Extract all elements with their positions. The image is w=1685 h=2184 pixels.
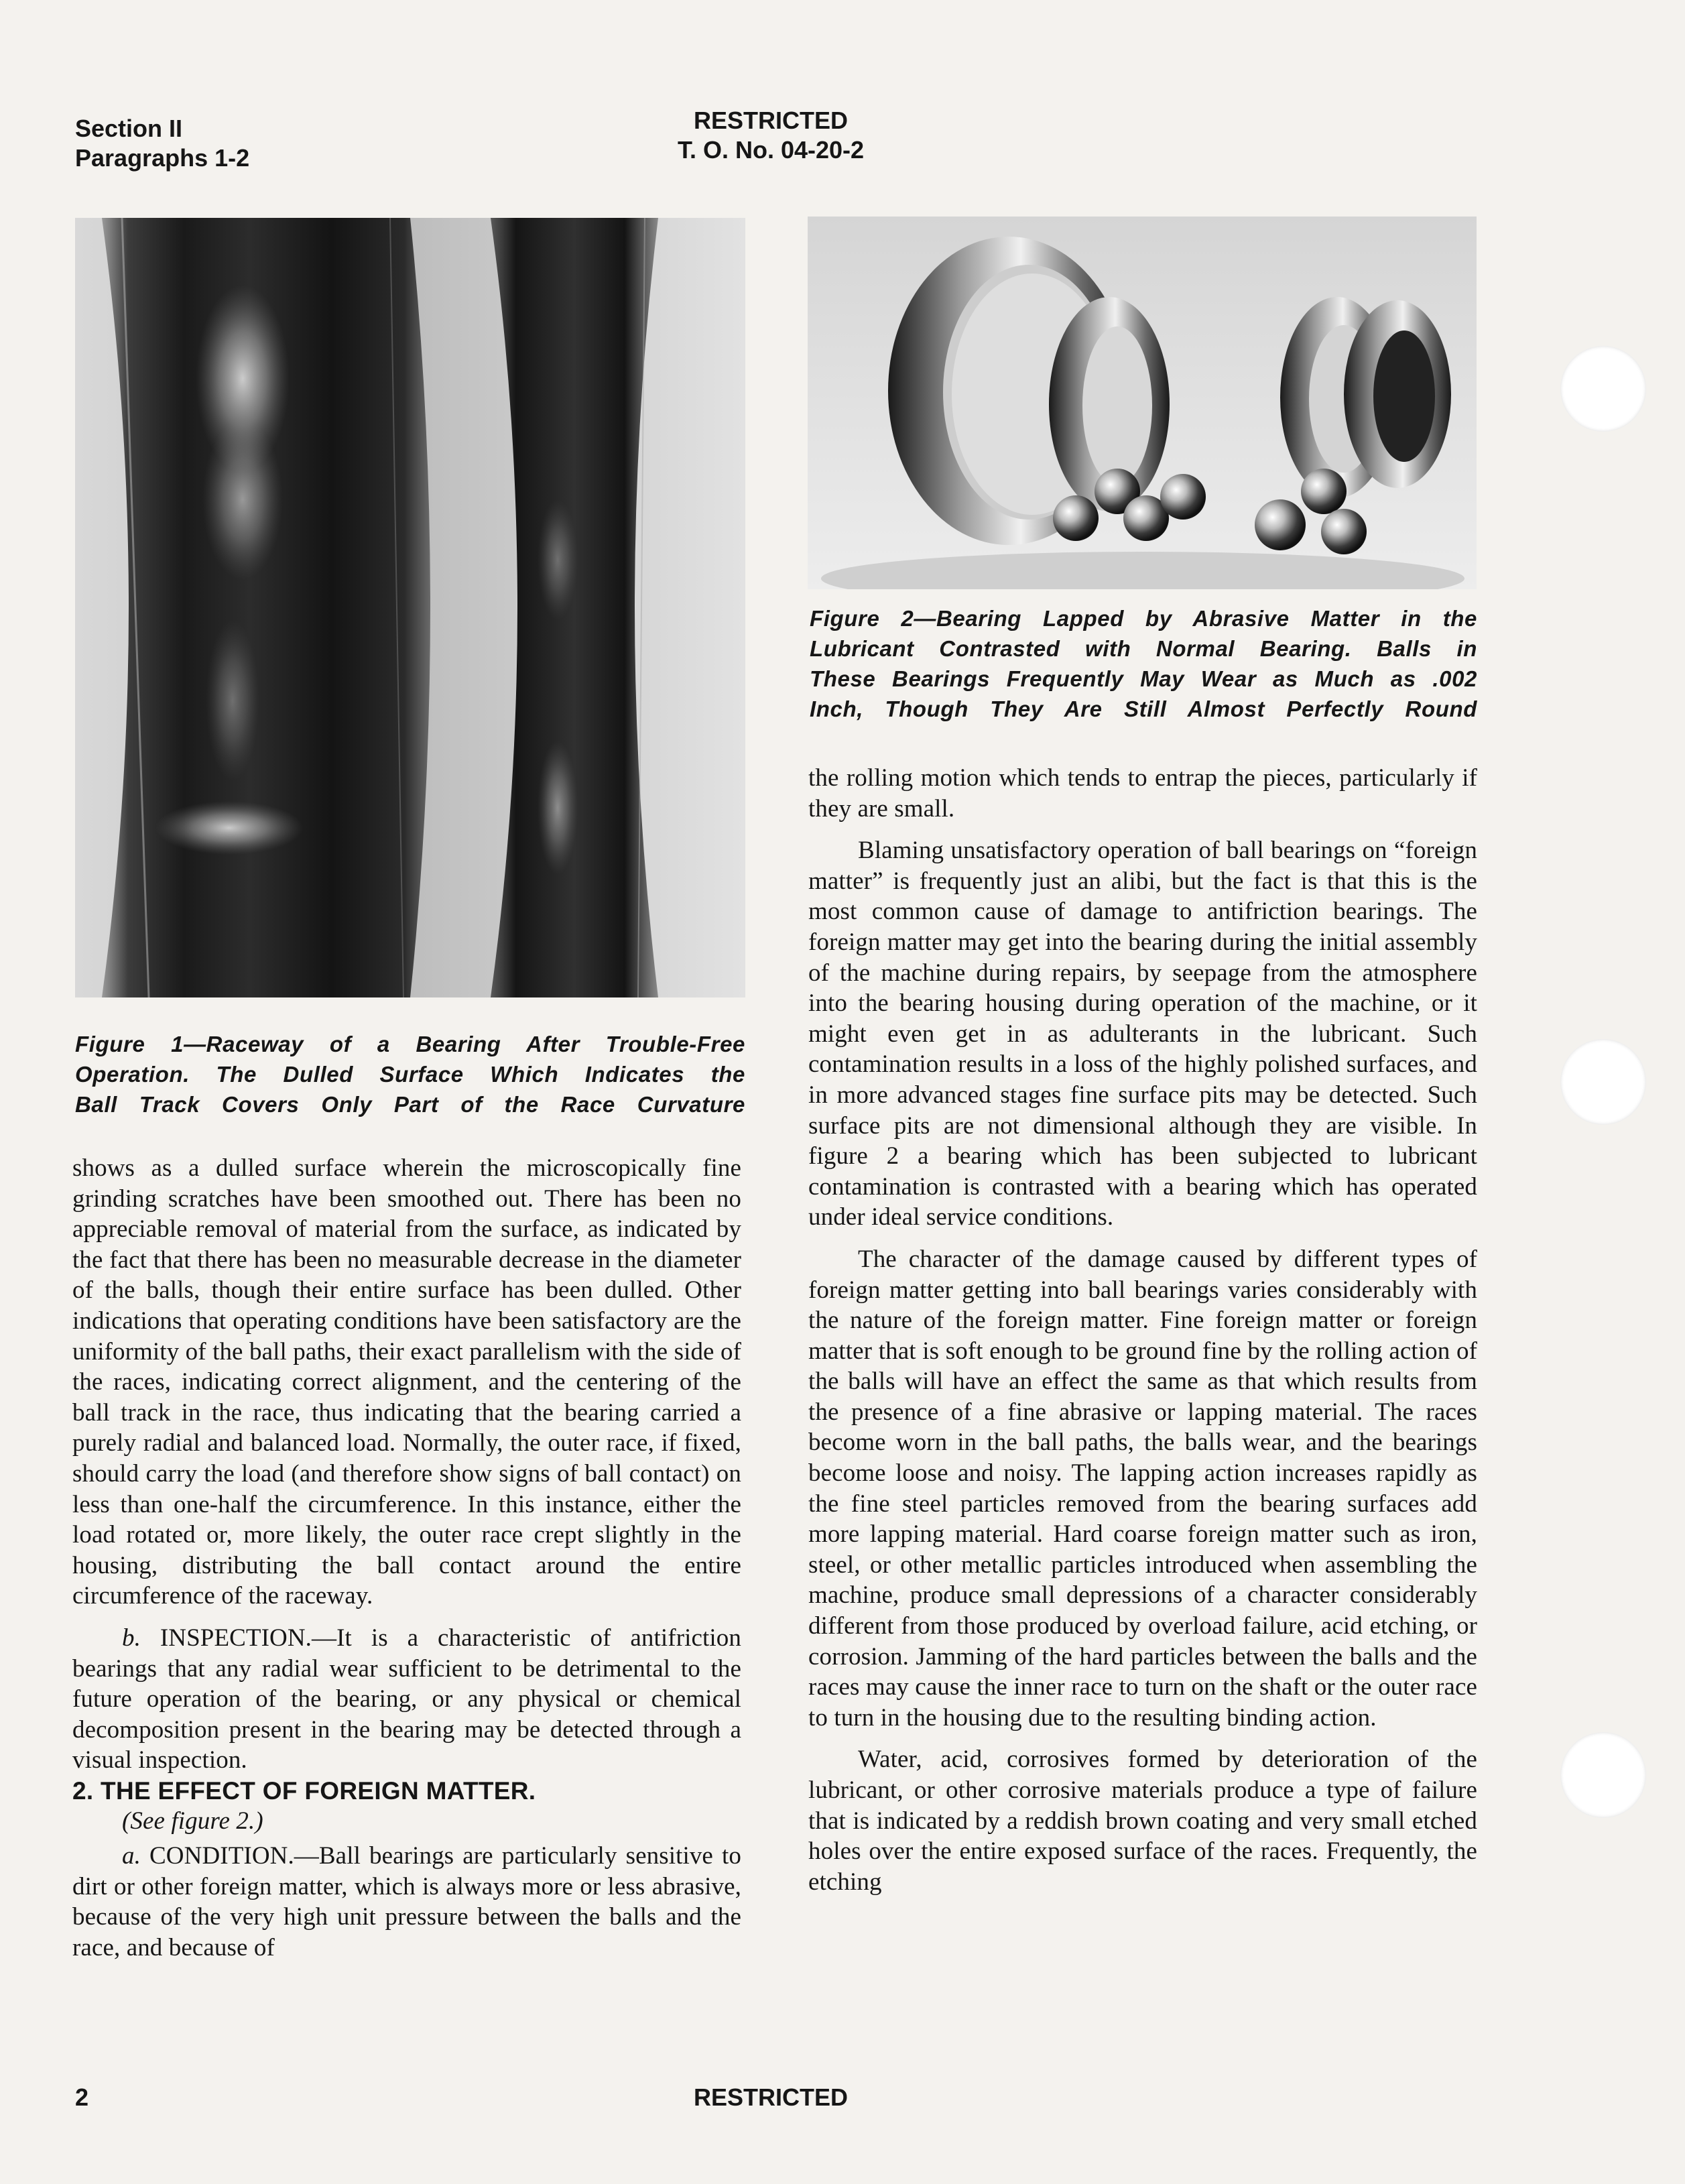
paragraphs-label: Paragraphs 1-2 [75, 144, 250, 172]
figure-2-caption [810, 603, 1477, 724]
section-label: Section II [75, 115, 183, 142]
figure-2-caption-line: Figure 2—Bearing Lapped by Abrasive Matter in the [810, 606, 1477, 631]
figure-reference: (See figure 2.) [122, 1807, 263, 1835]
paragraph-text: The character of the damage caused by different types of foreign matter getting into ball bearings varies considerably with the nature of the foreign matter. Fine foreign matter or foreign matter that is soft enough to be ground fine by the rolling action of the balls will have an effect the same as that which results from the presence of a fine abrasive or lapping material. The races become worn in the ball paths, the balls wear, and the bearings become loose and noisy. The lapping action increases rapidly as the fine steel particles removed from the bearing surfaces add more lapping material. Hard coarse foreign matter such as iron, steel, or other metallic particles introduced when assembling the machine, produce small depressions of a character considerably different from those produced by overload failure, acid etching, or corrosion. Jamming of the hard particles between the balls and the races may cause the inner race to turn on the shaft or the outer race to turn in the housing due to the resulting binding action. [808, 1245, 1477, 1732]
paragraph-text: the rolling motion which tends to entrap the pieces, particularly if they are small. [808, 764, 1477, 823]
figure-2-caption-line: Inch, Though They Are Still Almost Perfectly Round [810, 696, 1477, 721]
item-label: a. [122, 1842, 141, 1870]
paragraph-text: CONDITION.—Ball bearings are particularly sensitive to dirt or other foreign matter, which is always more or less abrasive, because of the very high unit pressure between the balls and the race, and because of [72, 1842, 741, 1961]
paragraph-text: Blaming unsatisfactory operation of ball bearings on “foreign matter” is frequently just an alibi, but the fact is that this is the most common cause of damage to antifriction bearings. The foreign matter may get into the bearing during the initial assembly of the machine during repairs, by seepage from the atmosphere into the bearing housing during operation of the machine, or it might even get in as adulterants in the lubricant. Such contamination results in a loss of the highly polished surfaces, and in more advanced stages fine surface pits may be detected. Such surface pits are not dimensional although they are visible. In figure 2 a bearing which has been subjected to lubricant contamination is contrasted with a bearing which has operated under ideal service conditions. [808, 837, 1477, 1231]
figure-1-caption-line: Figure 1—Raceway of a Bearing After Trouble-Free [75, 1032, 745, 1056]
right-column [808, 763, 1477, 1897]
paragraph-text: Water, acid, corrosives formed by deterioration of the lubricant, or other corrosive materials produce a type of failure that is indicated by a reddish brown coating and very small etched holes over the entire exposed surface of the races. Frequently, the etching [808, 1746, 1477, 1896]
figure-1-photo [75, 218, 745, 997]
binder-hole-middle [1560, 1039, 1646, 1125]
paragraph-text: shows as a dulled surface wherein the microscopically fine grinding scratches have been smoothed out. There has been no appreciable removal of material from the surface, as indicated by the fact that there has been no measurable decrease in the diameter of the balls, though their entire surface has been dulled. Other indications that operating conditions have been satisfactory are the uniformity of the ball paths, their exact parallelism with the side of the races, indicating correct alignment, and the centering of the ball track in the race, thus indicating that the bearing carried a purely radial and balanced load. Normally, the outer race, if fixed, should carry the load (and therefore show signs of ball contact) on less than one-half the circumference. In this instance, either the load rotated or, more likely, the outer race crept slightly in the housing, distributing the ball contact around the entire circumference of the raceway. [72, 1154, 741, 1610]
page-number: 2 [75, 2083, 89, 2111]
figure-1-caption [75, 1029, 745, 1119]
figure-1-caption-line: Ball Track Covers Only Part of the Race Curvature [75, 1092, 745, 1117]
paragraph-text: INSPECTION.—It is a characteristic of antifriction bearings that any radial wear sufficient to be detrimental to the future operation of the bearing, or any physical or chemical decomposition present in the bearing may be detected through a visual inspection. [72, 1624, 741, 1774]
left-column [72, 1153, 741, 1963]
figure-2-photo [808, 217, 1477, 589]
figure-2-caption-line: Lubricant Contrasted with Normal Bearing. Balls in [810, 636, 1477, 661]
page-header-center [664, 106, 878, 165]
paragraph-inspection [72, 1623, 741, 1776]
page-header-left [75, 114, 249, 173]
section-heading: 2. THE EFFECT OF FOREIGN MATTER. [72, 1776, 536, 1805]
footer-classification: RESTRICTED [693, 2083, 848, 2111]
order-number: T. O. No. 04-20-2 [677, 136, 865, 164]
classification-label: RESTRICTED [693, 107, 848, 134]
paragraph-condition [72, 1841, 741, 1963]
item-label: b. [122, 1624, 141, 1652]
binder-hole-bottom [1560, 1732, 1646, 1818]
figure-1-caption-line: Operation. The Dulled Surface Which Indicates the [75, 1062, 745, 1087]
binder-hole-top [1560, 346, 1646, 432]
figure-2-caption-line: These Bearings Frequently May Wear as Much as .002 [810, 666, 1477, 691]
